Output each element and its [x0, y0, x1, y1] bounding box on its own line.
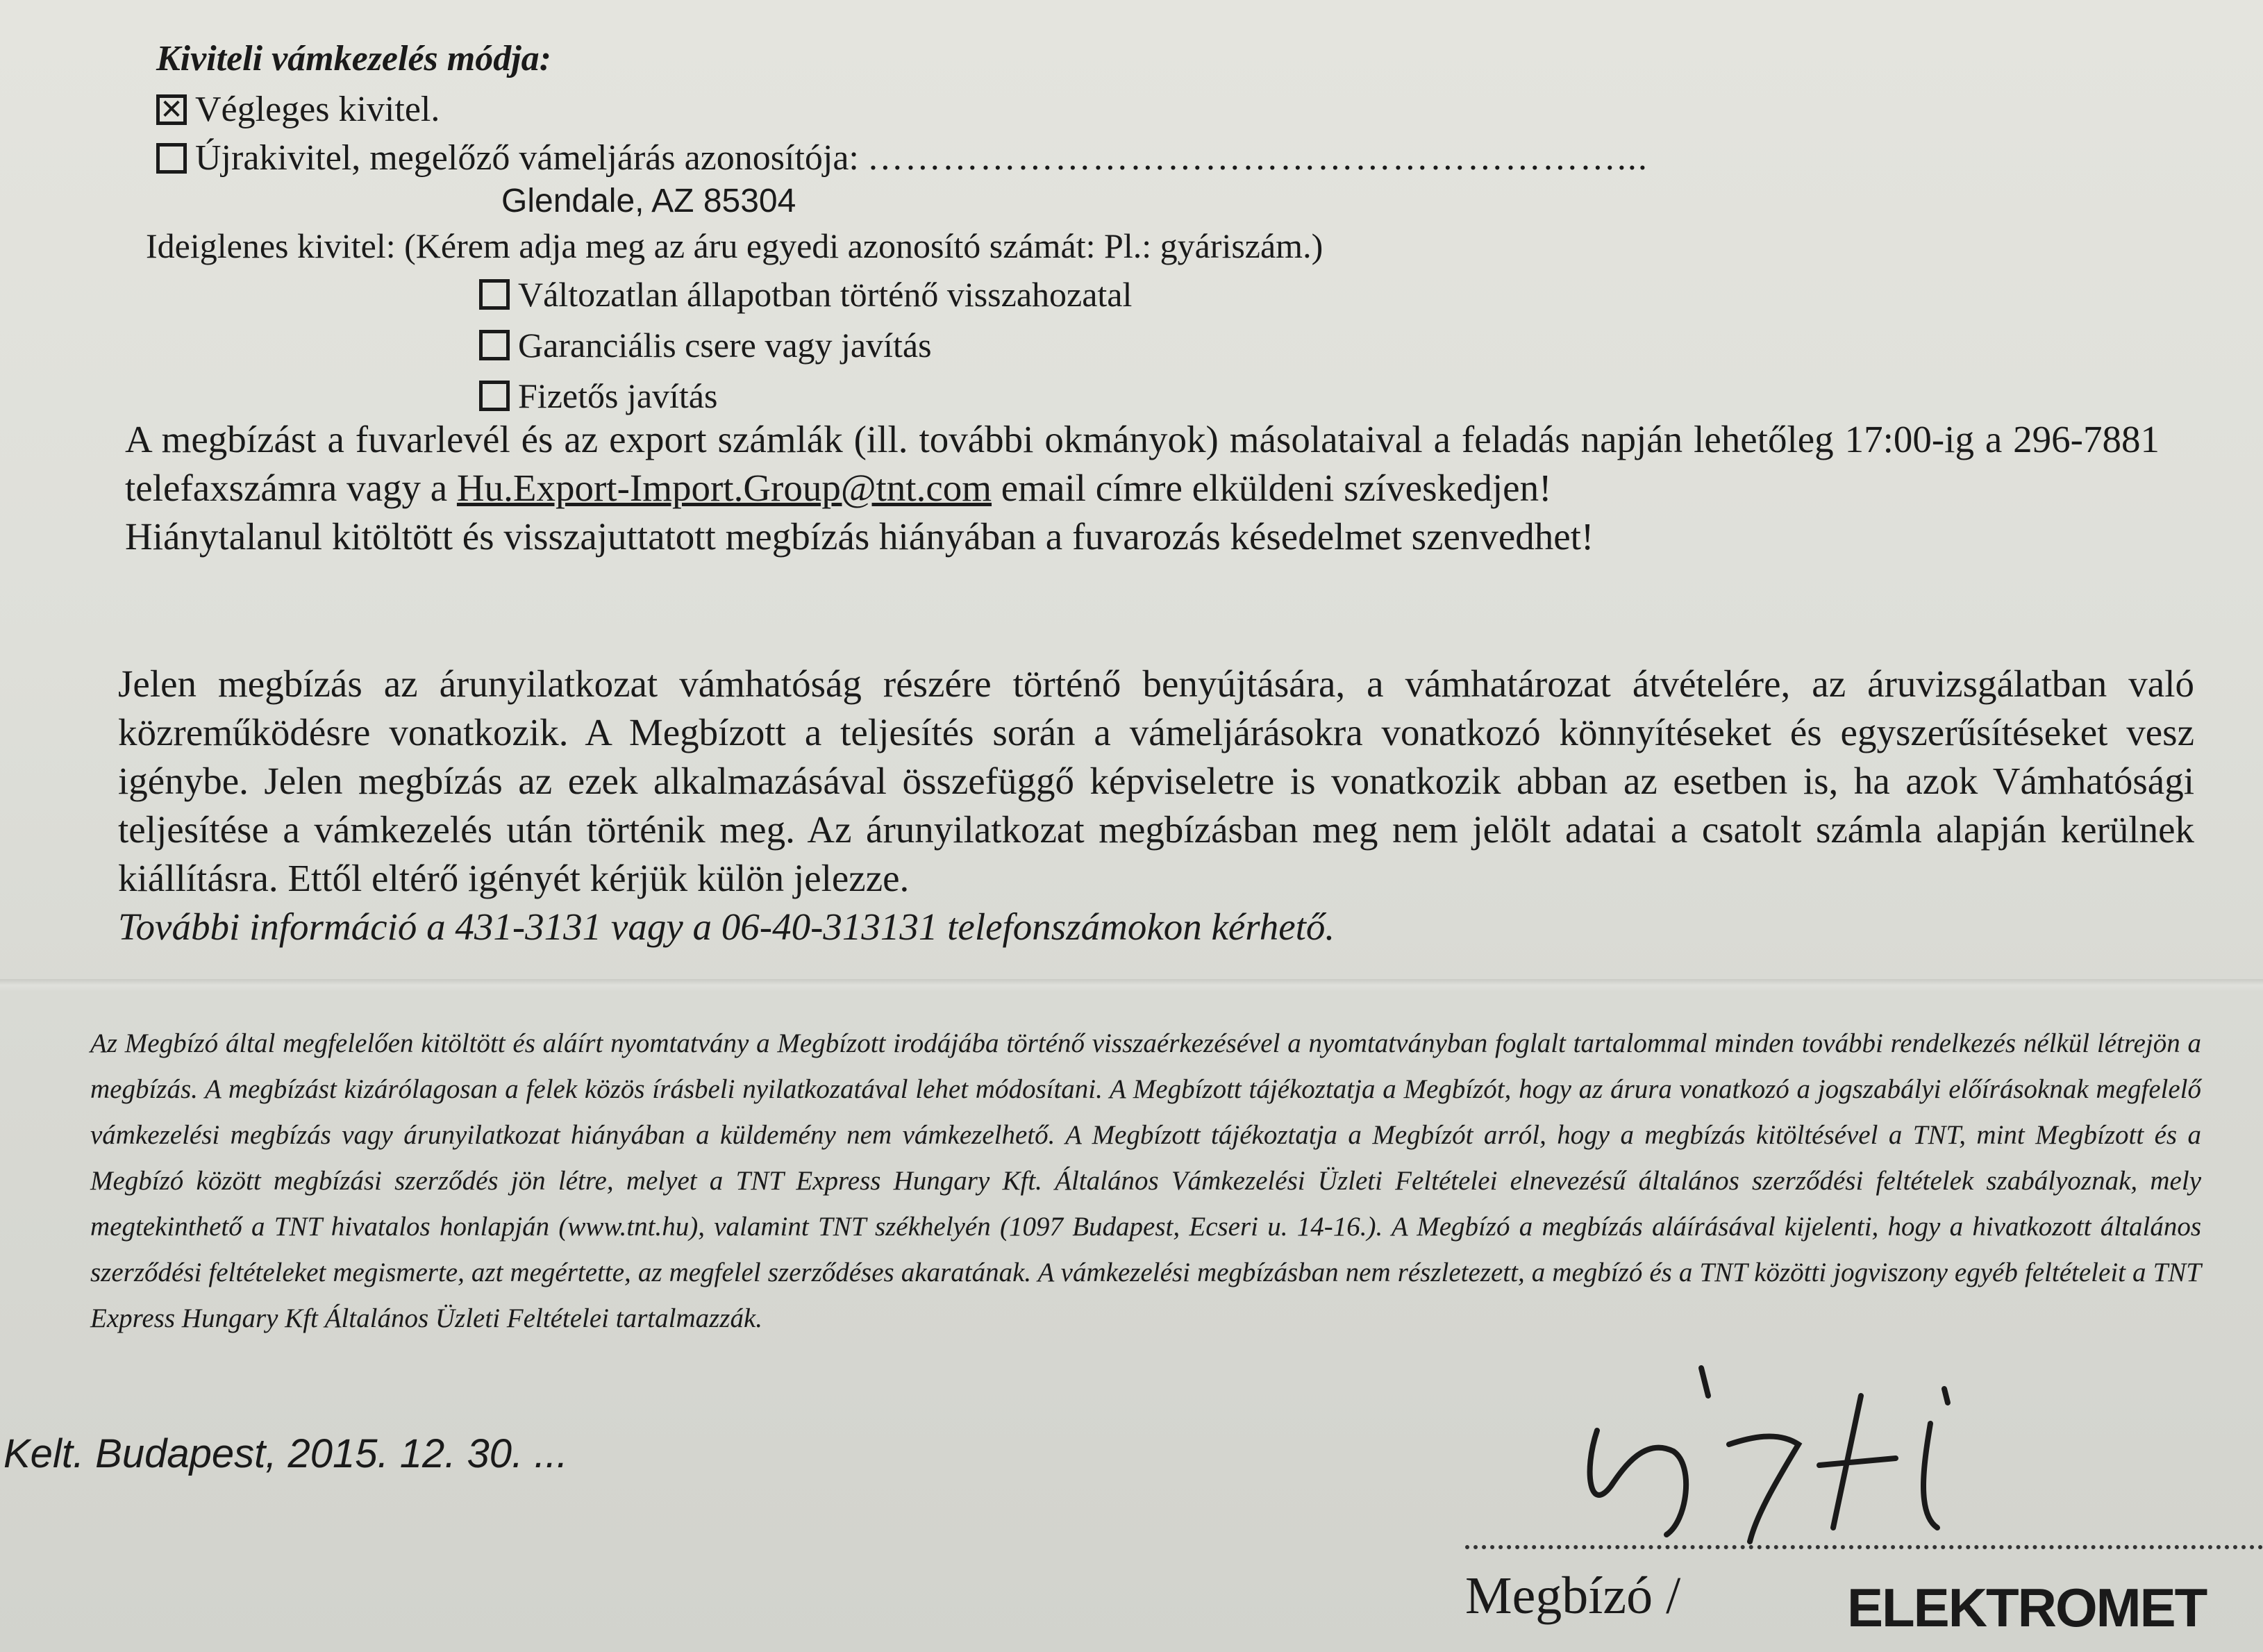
temp-option-warranty[interactable] — [479, 325, 932, 365]
reexport-label: Újrakivitel, megelőző vámeljárás azonosítója: — [195, 138, 859, 178]
temporary-export-text: Ideiglenes kivitel: (Kérem adja meg az áru egyedi azonosító számát: Pl.: gyáriszám.) — [146, 226, 1323, 265]
email-link[interactable]: Hu.Export-Import.Group@tnt.com — [456, 467, 992, 509]
final-export-checkbox[interactable]: ✕ — [156, 94, 187, 125]
temp-option-paid-repair[interactable] — [479, 376, 717, 416]
reexport-id-field[interactable]: ……………………………………………………... — [867, 138, 1648, 178]
instructions-text — [125, 415, 2160, 512]
reexport-option[interactable] — [156, 137, 1648, 178]
paper-fold — [0, 979, 2263, 992]
final-export-option[interactable] — [156, 89, 440, 130]
scope-block — [118, 660, 2194, 951]
info-text: További információ a 431-3131 vagy a 06-40-313131 telefonszámokon kérhető. — [118, 906, 1335, 948]
reexport-checkbox[interactable] — [156, 143, 187, 174]
handwritten-signature — [1569, 1354, 2000, 1562]
signature-line — [1465, 1545, 2263, 1549]
fine-print-block — [0, 1021, 2243, 1342]
company-stamp: ELEKTROMET — [1847, 1577, 2207, 1638]
place-date: Kelt. Budapest, 2015. 12. 30. ... — [3, 1431, 568, 1476]
signer-label-text: Megbízó — [1465, 1567, 1653, 1625]
instructions-text-part: A megbízást a fuvarlevél és az export számlák (ill. további okmányok) másolataival a feladás napján lehetőleg 17:00-ig a 296-7881 telefaxszámra vagy a — [125, 418, 2160, 509]
address-text: Glendale, AZ 85304 — [501, 183, 796, 219]
signer-label: Megbízó / — [1465, 1567, 1681, 1625]
temp-option-label: Garanciális csere vagy javítás — [518, 326, 932, 365]
scope-text: Jelen megbízás az árunyilatkozat vámhatóság részére történő benyújtására, a vámhatározat átvételére, az áruvizsgálatban való közreműködésre vonatkozik. A Megbízott a teljesítés során a vámeljárásokra vonatkozó könnyítéseket és egyszerűsítéseket vesz igénybe. Jelen megbízás az ezek alkalmazásával összefüggő képviseletre is vonatkozik abban az esetben is, ha azok Vámhatósági teljesítése a vámkezelés után történik meg. Az árunyilatkozat megbízásban meg nem jelölt adatai a csatolt számla alapján kerülnek kiállításra. Ettől eltérő igényét kérjük külön jelezze. — [118, 662, 2194, 899]
instructions-text-part: email címre elküldeni szíveskedjen! — [992, 467, 1552, 509]
temp-option-unchanged-checkbox[interactable] — [479, 279, 510, 310]
instructions-block — [125, 415, 2160, 561]
temp-option-paid-repair-checkbox[interactable] — [479, 381, 510, 411]
temp-option-warranty-checkbox[interactable] — [479, 330, 510, 360]
temp-option-label: Változatlan állapotban történő visszahozatal — [518, 275, 1133, 314]
temp-option-label: Fizetős javítás — [518, 376, 718, 415]
warning-text: Hiánytalanul kitöltött és visszajuttatott megbízás hiányában a fuvarozás késedelmet szenvedhet! — [125, 515, 1594, 558]
export-mode-title: Kiviteli vámkezelés módja: — [156, 39, 551, 78]
final-export-label: Végleges kivitel. — [195, 90, 440, 129]
fine-print-text: Az Megbízó által megfelelően kitöltött és aláírt nyomtatvány a Megbízott irodájába történő visszaérkezésével a nyomtatványban foglalt tartalommal minden további rendelkezés nélkül létrejön a megbízás. A megbízást kizárólagosan a felek közös írásbeli nyilatkozatával lehet módosítani. A Megbízott tájékoztatja a Megbízót, hogy az árura vonatkozó a jogszabályi előírásoknak megfelelő vámkezelési megbízás vagy árunyilatkozat hiányában a küldemény nem vámkezelhető. A Megbízott tájékoztatja a Megbízót arról, hogy a megbízás kitöltésével a TNT, mint Megbízott és a Megbízó között megbízási szerződés jön létre, melyet a TNT Express Hungary Kft. Általános Vámkezelési Üzleti Feltételei elnevezésű általános szerződési feltételek szabályoznak, mely megtekinthető a TNT hivatalos honlapján (www.tnt.hu), valamint TNT székhelyén (1097 Budapest, Ecseri u. 14-16.). A Megbízó a megbízás aláírásával kijelenti, hogy a hivatkozott általános szerződési feltételeket megismerte, azt megértette, az megfelel szerződéses akaratának. A vámkezelési megbízásban nem részletezett, a megbízó és a TNT közötti jogviszony egyéb feltételeit a TNT Express Hungary Kft Általános Üzleti Feltételei tartalmazzák. — [90, 1028, 2201, 1333]
temp-option-unchanged[interactable] — [479, 274, 1132, 315]
